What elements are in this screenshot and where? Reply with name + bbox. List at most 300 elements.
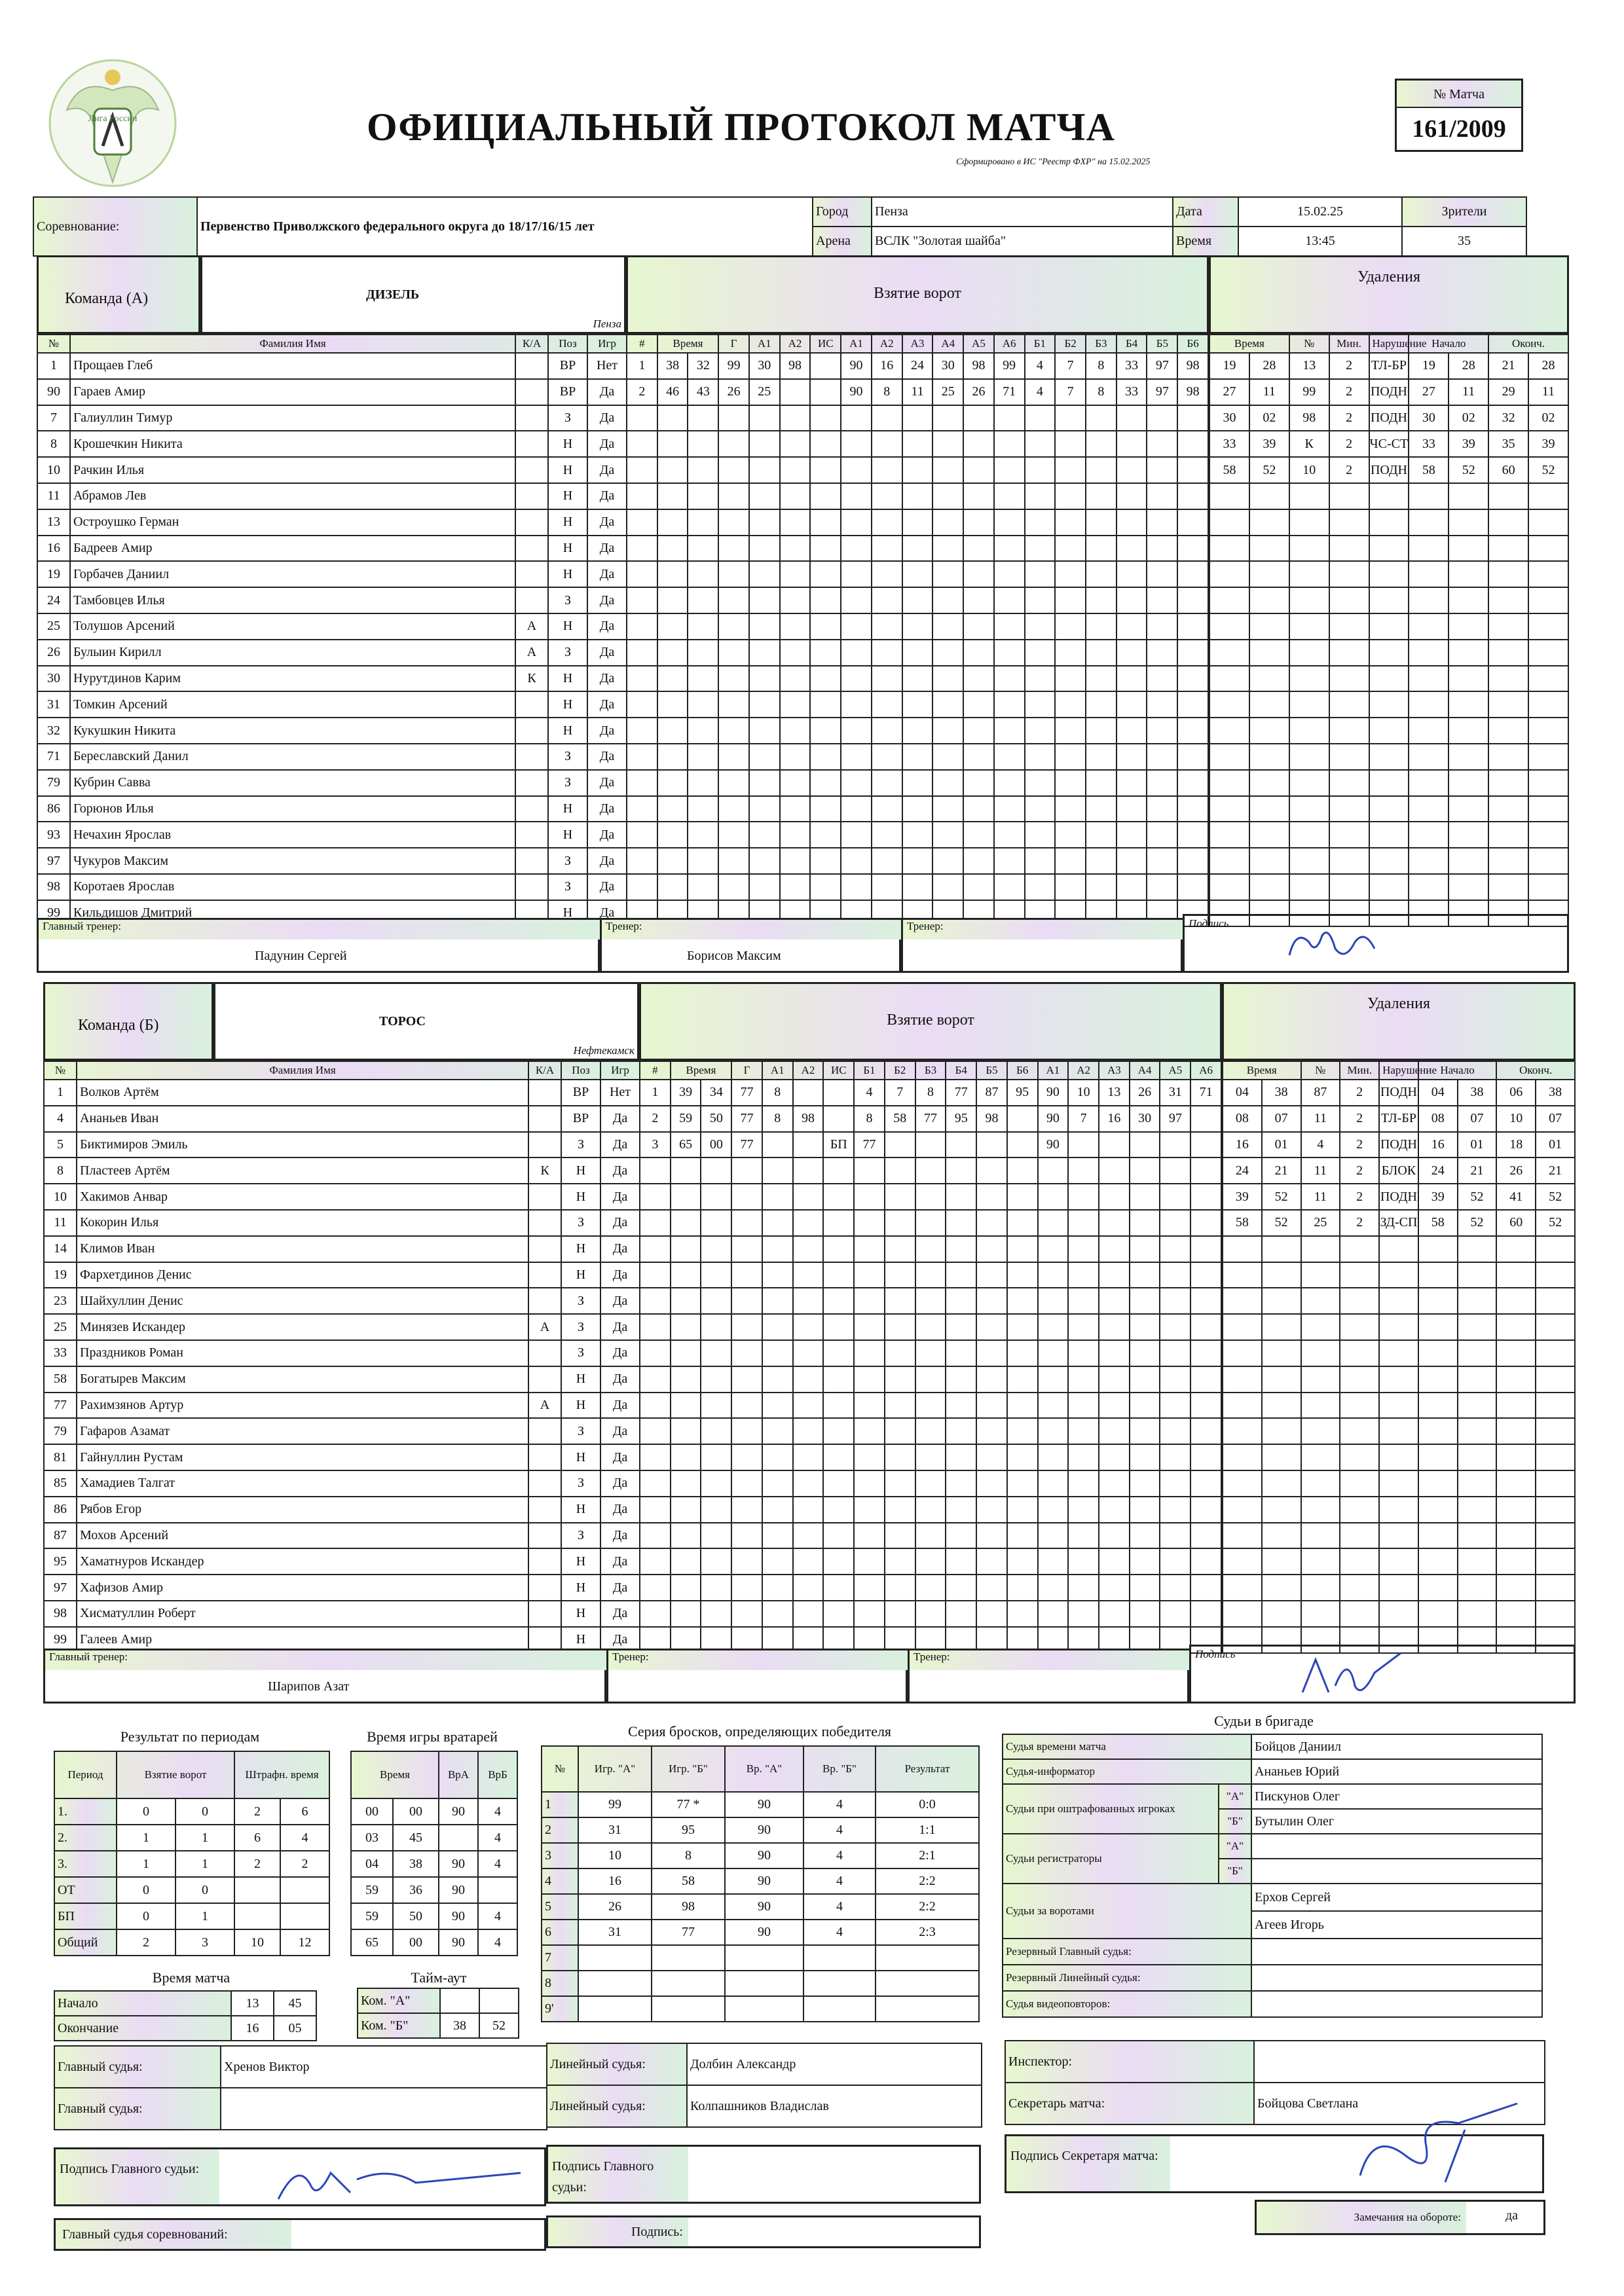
goal-cell xyxy=(671,1444,701,1470)
goal-cell xyxy=(688,796,718,822)
penalty-row xyxy=(1223,1080,1575,1106)
shootout-row xyxy=(542,1843,979,1868)
player-row xyxy=(44,1184,640,1210)
goal-judges-label: Судьи за воротами xyxy=(1003,1884,1251,1939)
goal-cell xyxy=(1147,874,1177,900)
goal-col-header: # xyxy=(640,1061,671,1080)
goal-cell xyxy=(1055,613,1086,640)
match-number: 161/2009 xyxy=(1412,115,1506,143)
player-name: Минязев Искандер xyxy=(77,1314,528,1340)
shootout-header-result: Результат xyxy=(876,1746,979,1792)
goal-cell xyxy=(780,613,811,640)
penalty-cell: 07 xyxy=(1262,1106,1301,1132)
penalty-cell: 21 xyxy=(1488,353,1528,379)
player-row xyxy=(37,509,627,536)
goal-cell xyxy=(932,718,963,744)
penalty-cell xyxy=(1209,822,1249,848)
player-captaincy: А xyxy=(515,613,548,640)
goal-cell xyxy=(793,1314,824,1340)
goal-cell xyxy=(1116,796,1147,822)
penalty-cell xyxy=(1409,561,1449,587)
player-captaincy xyxy=(515,379,548,405)
goal-cell xyxy=(718,848,749,874)
goal-cell xyxy=(1177,561,1208,587)
main-referees-table xyxy=(54,2045,547,2130)
goal-col-header: Г xyxy=(731,1061,762,1080)
pen-end-header: Оконч. xyxy=(1496,1061,1575,1080)
player-number: 5 xyxy=(44,1132,77,1158)
player-number: 10 xyxy=(44,1184,77,1210)
goal-cell xyxy=(718,691,749,718)
remarks-label: Замечания на обороте: xyxy=(1257,2202,1466,2233)
penalty-row xyxy=(1209,379,1568,405)
goal-cell: 90 xyxy=(841,379,872,405)
penalty-row xyxy=(1223,1132,1575,1158)
goalie-time-row-cell: 59 xyxy=(351,1903,393,1929)
penalty-cell xyxy=(1528,536,1568,562)
goal-cell xyxy=(885,1548,915,1575)
goal-cell xyxy=(671,1288,701,1314)
goal-cell xyxy=(902,691,933,718)
player-position: Н xyxy=(548,666,587,692)
timeout-b-h: 38 xyxy=(440,2013,479,2038)
goal-cell xyxy=(657,405,688,431)
goal-cell xyxy=(915,1548,946,1575)
goal-cell: 90 xyxy=(1038,1080,1069,1106)
goal-cell xyxy=(1190,1314,1221,1340)
goal-cell xyxy=(1055,536,1086,562)
player-number: 8 xyxy=(44,1157,77,1184)
period-row-cell: 2. xyxy=(54,1825,117,1851)
player-number: 10 xyxy=(37,457,70,483)
player-name: Хамадиев Талгат xyxy=(77,1470,528,1497)
penalty-cell xyxy=(1496,1575,1536,1601)
player-row xyxy=(44,1132,640,1158)
goal-cell xyxy=(1116,457,1147,483)
penalty-cell xyxy=(1536,1497,1575,1523)
penalty-cell: 39 xyxy=(1449,431,1488,457)
goal-cell xyxy=(1025,640,1056,666)
penalty-cell: 28 xyxy=(1249,353,1289,379)
goal-cell xyxy=(810,353,841,379)
player-captaincy xyxy=(528,1236,561,1262)
goal-cell xyxy=(793,1080,824,1106)
goal-cell: 8 xyxy=(762,1106,793,1132)
penalty-cell xyxy=(1528,691,1568,718)
goal-row xyxy=(627,796,1208,822)
penalty-cell xyxy=(1329,509,1369,536)
goal-cell xyxy=(841,848,872,874)
goal-cell xyxy=(994,640,1025,666)
shootout-row-cell: 1:1 xyxy=(876,1817,979,1843)
period-row xyxy=(54,1798,329,1825)
penalty-cell xyxy=(1496,1470,1536,1497)
goal-cell xyxy=(854,1575,885,1601)
player-position: Н xyxy=(561,1444,600,1470)
goal-cell: 25 xyxy=(932,379,963,405)
goal-cell xyxy=(1116,509,1147,536)
goal-cell xyxy=(1160,1340,1190,1366)
goal-cell xyxy=(627,691,657,718)
penalty-cell xyxy=(1369,691,1409,718)
goal-cell xyxy=(657,770,688,796)
penalty-row xyxy=(1223,1340,1575,1366)
goal-cell xyxy=(731,1418,762,1444)
goal-cell: 8 xyxy=(854,1106,885,1132)
goal-cell xyxy=(780,587,811,613)
player-name: Нурутдинов Карим xyxy=(70,666,515,692)
goal-row xyxy=(627,640,1208,666)
goalie-time-title: Время игры вратарей xyxy=(367,1728,498,1745)
goal-row xyxy=(627,822,1208,848)
goal-cell xyxy=(1190,1575,1221,1601)
penalty-cell xyxy=(1528,666,1568,692)
penalty-cell xyxy=(1223,1314,1262,1340)
shootout-row-cell: 4 xyxy=(803,1894,876,1920)
goal-cell xyxy=(731,1444,762,1470)
shootout-row-cell: 90 xyxy=(725,1817,803,1843)
goal-cell xyxy=(749,483,780,509)
goal-cell xyxy=(749,691,780,718)
player-captaincy xyxy=(515,796,548,822)
goal-cell xyxy=(872,509,902,536)
penalty-cell: 98 xyxy=(1289,405,1329,431)
goal-col-header: Время xyxy=(657,335,718,353)
goal-cell xyxy=(885,1236,915,1262)
goal-cell xyxy=(1025,848,1056,874)
goalie-time-row-cell: 00 xyxy=(351,1798,393,1825)
goal-cell xyxy=(1099,1470,1130,1497)
player-played: Да xyxy=(600,1262,640,1288)
goal-cell xyxy=(1025,718,1056,744)
goal-cell xyxy=(1177,587,1208,613)
goal-cell xyxy=(976,1601,1007,1627)
goal-cell xyxy=(731,1548,762,1575)
player-captaincy xyxy=(515,561,548,587)
player-name: Хакимов Анвар xyxy=(77,1184,528,1210)
goal-cell xyxy=(1086,405,1116,431)
goal-cell xyxy=(627,587,657,613)
penalty-row xyxy=(1209,640,1568,666)
goal-cell xyxy=(946,1236,976,1262)
goal-cell xyxy=(854,1314,885,1340)
player-name: Береславский Данил xyxy=(70,744,515,770)
date-label: Дата xyxy=(1173,197,1238,227)
penalty-cell xyxy=(1223,1340,1262,1366)
goal-cell xyxy=(749,718,780,744)
goal-cell xyxy=(671,1314,701,1340)
team-a-signature xyxy=(1283,922,1388,968)
goal-cell xyxy=(1160,1470,1190,1497)
goal-cell xyxy=(854,1548,885,1575)
penalty-cell xyxy=(1458,1366,1497,1393)
penalty-cell xyxy=(1536,1548,1575,1575)
goal-cell xyxy=(1038,1262,1069,1288)
penalty-row xyxy=(1209,848,1568,874)
penalty-cell xyxy=(1449,613,1488,640)
penalty-cell xyxy=(1528,744,1568,770)
penalty-cell xyxy=(1409,744,1449,770)
penalty-cell xyxy=(1449,718,1488,744)
player-played: Да xyxy=(600,1184,640,1210)
penalty-cell xyxy=(1458,1418,1497,1444)
goal-cell xyxy=(1116,431,1147,457)
goal-cell xyxy=(1190,1523,1221,1549)
team-a-penalties-table xyxy=(1209,334,1569,927)
penalty-cell xyxy=(1249,848,1289,874)
goal-cell xyxy=(1086,770,1116,796)
player-row xyxy=(37,691,627,718)
goal-cell xyxy=(627,718,657,744)
goal-cell xyxy=(963,691,994,718)
penalty-cell xyxy=(1418,1497,1458,1523)
goal-cell xyxy=(823,1418,854,1444)
penalty-cell: 39 xyxy=(1249,431,1289,457)
shootout-row-cell: 31 xyxy=(578,1920,652,1945)
goal-cell: 59 xyxy=(671,1106,701,1132)
period-row-cell: 1 xyxy=(175,1903,234,1929)
secretary-signature xyxy=(1347,2090,1543,2189)
goal-cell xyxy=(627,874,657,900)
goal-row xyxy=(640,1601,1221,1627)
penalty-row xyxy=(1223,1184,1575,1210)
period-row-cell: 2 xyxy=(234,1798,280,1825)
player-played: Да xyxy=(587,900,627,926)
goal-cell xyxy=(1177,718,1208,744)
penalty-cell xyxy=(1458,1393,1497,1419)
goal-cell xyxy=(762,1601,793,1627)
penalty-cell: 21 xyxy=(1262,1157,1301,1184)
goal-cell xyxy=(976,1393,1007,1419)
time-label: Время xyxy=(1173,227,1238,256)
player-captaincy: К xyxy=(515,666,548,692)
goal-cell xyxy=(671,1157,701,1184)
player-position: З xyxy=(548,405,587,431)
penalty-cell: ПОДН xyxy=(1369,405,1409,431)
penalty-cell: 52 xyxy=(1449,457,1488,483)
penalty-cell xyxy=(1301,1601,1340,1627)
goal-cell: 4 xyxy=(1025,379,1056,405)
shootout-row-cell: 4 xyxy=(803,1792,876,1817)
team-a-penalties-title: Удаления xyxy=(1357,268,1421,285)
penalty-cell xyxy=(1289,561,1329,587)
player-row xyxy=(37,848,627,874)
goalie-time-row xyxy=(351,1851,517,1877)
player-position: ВР xyxy=(561,1106,600,1132)
penalty-cell xyxy=(1301,1470,1340,1497)
penalty-cell: 2 xyxy=(1340,1106,1379,1132)
penalty-cell: ПОДН xyxy=(1369,457,1409,483)
goal-cell xyxy=(627,822,657,848)
goal-cell xyxy=(963,561,994,587)
penalty-cell xyxy=(1418,1366,1458,1393)
penalty-cell: 28 xyxy=(1449,353,1488,379)
team-b-coach2-cell xyxy=(908,1649,1189,1704)
goal-cell xyxy=(1007,1444,1038,1470)
goal-col-header: А6 xyxy=(994,335,1025,353)
goal-cell xyxy=(823,1340,854,1366)
goal-cell xyxy=(854,1418,885,1444)
penalty-cell: 35 xyxy=(1488,431,1528,457)
officials-table xyxy=(1002,1734,1543,2018)
goal-col-header: Б1 xyxy=(1025,335,1056,353)
team-b-head-coach: Шарипов Азат xyxy=(268,1679,350,1694)
goal-cell xyxy=(841,691,872,718)
goal-cell xyxy=(657,874,688,900)
penalty-cell xyxy=(1209,691,1249,718)
goal-cell xyxy=(1025,691,1056,718)
penalty-cell: 4 xyxy=(1301,1132,1340,1158)
penalty-cell xyxy=(1536,1393,1575,1419)
penalty-cell: 11 xyxy=(1301,1157,1340,1184)
goal-cell xyxy=(701,1470,731,1497)
goal-cell: 77 xyxy=(854,1132,885,1158)
roster-played-header: Игр xyxy=(600,1061,640,1080)
goal-cell xyxy=(1190,1340,1221,1366)
team-b-signature xyxy=(1289,1647,1420,1703)
goal-cell xyxy=(823,1314,854,1340)
team-b-goals-header xyxy=(639,982,1222,1061)
goal-cell xyxy=(762,1366,793,1393)
video-label: Судья видеоповторов: xyxy=(1003,1991,1251,2017)
goal-cell xyxy=(915,1470,946,1497)
penalty-cell xyxy=(1536,1601,1575,1627)
pen-min-header: Мин. xyxy=(1329,335,1369,353)
goal-cell xyxy=(823,1106,854,1132)
goal-col-header: А5 xyxy=(1160,1061,1190,1080)
goal-cell xyxy=(872,405,902,431)
goal-cell xyxy=(1068,1236,1099,1262)
period-row-cell xyxy=(234,1903,280,1929)
goal-cell xyxy=(915,1444,946,1470)
player-number: 8 xyxy=(37,431,70,457)
penalty-cell xyxy=(1528,613,1568,640)
shootout-row xyxy=(542,1868,979,1894)
penalty-cell xyxy=(1340,1340,1379,1366)
goal-cell xyxy=(1130,1366,1160,1393)
goal-cell xyxy=(885,1366,915,1393)
player-name: Богатырев Максим xyxy=(77,1366,528,1393)
player-captaincy xyxy=(528,1288,561,1314)
player-captaincy xyxy=(515,353,548,379)
penalty-cell xyxy=(1223,1575,1262,1601)
secretary-label: Секретарь матча: xyxy=(1005,2083,1254,2124)
player-captaincy xyxy=(528,1444,561,1470)
goal-cell xyxy=(640,1444,671,1470)
goal-cell: 65 xyxy=(671,1132,701,1158)
penalty-cell xyxy=(1249,796,1289,822)
team-a-head-coach-cell xyxy=(37,918,600,973)
player-row xyxy=(44,1393,640,1419)
player-position: Н xyxy=(561,1393,600,1419)
shootout-row-cell: 90 xyxy=(725,1843,803,1868)
goal-cell xyxy=(946,1418,976,1444)
goal-row xyxy=(627,848,1208,874)
player-position: З xyxy=(548,770,587,796)
penalty-cell: 2 xyxy=(1329,431,1369,457)
goal-cell xyxy=(1130,1314,1160,1340)
penalty-cell: 2 xyxy=(1340,1132,1379,1158)
player-row xyxy=(44,1080,640,1106)
period-row xyxy=(54,1903,329,1929)
goal-cell xyxy=(1055,796,1086,822)
goal-cell xyxy=(1068,1444,1099,1470)
penalty-cell xyxy=(1223,1497,1262,1523)
goal-cell xyxy=(963,431,994,457)
shootout-row-cell xyxy=(725,1996,803,2022)
goal-cell xyxy=(1068,1184,1099,1210)
goal-cell xyxy=(1147,691,1177,718)
penalty-cell xyxy=(1409,796,1449,822)
penalty-cell: 04 xyxy=(1223,1080,1262,1106)
goal-col-header: А5 xyxy=(963,335,994,353)
penalty-cell xyxy=(1262,1575,1301,1601)
goal-cell xyxy=(994,691,1025,718)
goal-cell xyxy=(701,1262,731,1288)
goal-row xyxy=(627,353,1208,379)
penalty-cell: 01 xyxy=(1458,1132,1497,1158)
goal-cell xyxy=(810,874,841,900)
goal-cell xyxy=(731,1575,762,1601)
team-a-coaches xyxy=(37,918,1530,973)
goal-cell xyxy=(963,770,994,796)
goal-cell xyxy=(932,691,963,718)
player-position: ВР xyxy=(548,379,587,405)
goal-cell xyxy=(872,718,902,744)
penalty-row xyxy=(1209,666,1568,692)
goal-cell xyxy=(823,1262,854,1288)
goal-cell xyxy=(885,1523,915,1549)
goal-cell xyxy=(1130,1393,1160,1419)
player-position: Н xyxy=(548,900,587,926)
goal-cell xyxy=(872,457,902,483)
penalty-cell xyxy=(1301,1314,1340,1340)
goal-col-header: Б1 xyxy=(854,1061,885,1080)
team-a-head-coach: Падунин Сергей xyxy=(255,949,347,963)
player-name: Галиуллин Тимур xyxy=(70,405,515,431)
goal-cell xyxy=(701,1288,731,1314)
penalty-cell xyxy=(1488,666,1528,692)
goal-cell xyxy=(872,561,902,587)
player-played: Да xyxy=(600,1340,640,1366)
team-b-roster xyxy=(43,1061,640,1654)
goal-cell xyxy=(915,1288,946,1314)
goal-cell xyxy=(1038,1210,1069,1236)
goal-col-header: А2 xyxy=(780,335,811,353)
goal-cell xyxy=(657,483,688,509)
penalty-cell xyxy=(1340,1393,1379,1419)
penalty-cell xyxy=(1340,1575,1379,1601)
goal-cell xyxy=(885,1418,915,1444)
goal-cell xyxy=(946,1470,976,1497)
goal-cell xyxy=(1190,1132,1221,1158)
penalty-cell xyxy=(1262,1444,1301,1470)
goalie-time-row-cell: 4 xyxy=(478,1825,517,1851)
penalty-cell xyxy=(1409,874,1449,900)
goal-cell xyxy=(1177,509,1208,536)
penalty-cell: 18 xyxy=(1496,1132,1536,1158)
penalty-cell xyxy=(1528,509,1568,536)
player-captaincy xyxy=(528,1575,561,1601)
penalty-row xyxy=(1223,1106,1575,1132)
goal-cell xyxy=(1147,561,1177,587)
player-row xyxy=(37,666,627,692)
penalty-cell xyxy=(1379,1444,1418,1470)
goal-cell xyxy=(1099,1393,1130,1419)
goal-cell xyxy=(915,1418,946,1444)
goal-cell: 7 xyxy=(885,1080,915,1106)
player-row xyxy=(37,796,627,822)
